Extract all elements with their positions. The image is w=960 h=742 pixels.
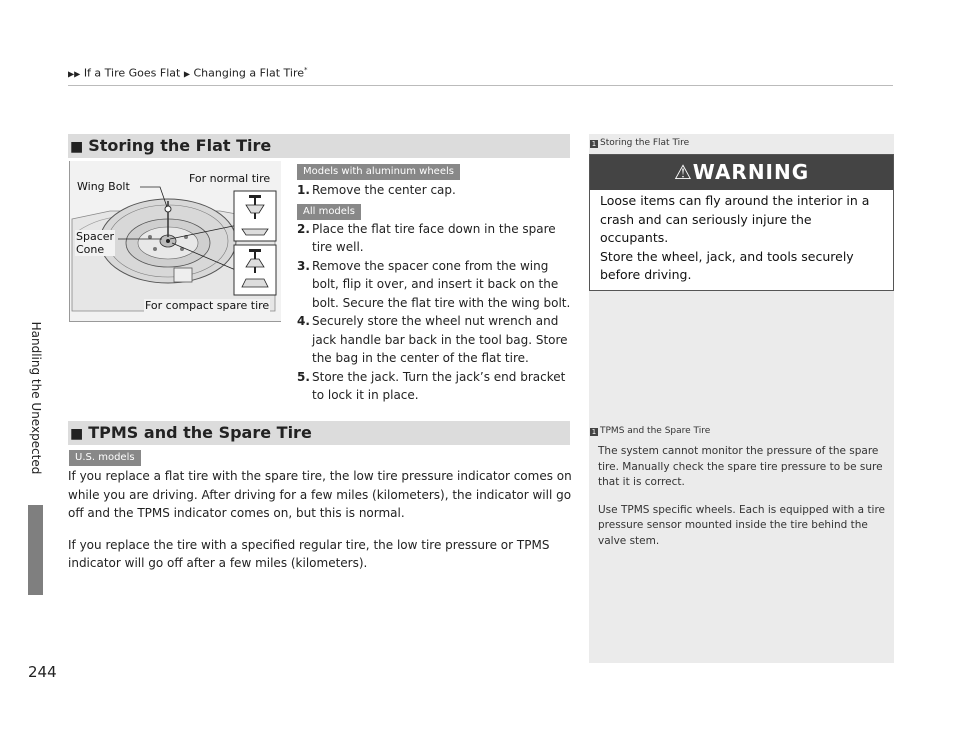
paragraph: If you replace the tire with a specified regular tire, the low tire pressure or TPMS indicator will go off after a few miles (kilometers). [68, 537, 550, 570]
side-tab-label: Handling the Unexpected [29, 321, 43, 475]
model-badge-us: U.S. models [69, 450, 141, 466]
side-tab-marker [28, 505, 43, 595]
step-item: 4. Securely store the wheel nut wrench and jack handle bar back in the tool bag. Store the bag in the center of the flat tire. [297, 314, 568, 365]
page-number: 244 [28, 663, 57, 681]
model-badge-aluminum: Models with aluminum wheels [297, 164, 460, 180]
step-item: 5. Store the jack. Turn the jack’s end bracket to lock it in place. [297, 369, 566, 402]
note-title: 1 TPMS and the Spare Tire [591, 426, 711, 436]
tpms-note [598, 444, 886, 561]
warning-header [590, 155, 893, 190]
section-heading [68, 421, 570, 445]
warning-label: WARNING [692, 160, 810, 184]
arrow-icon: ▶ [183, 69, 190, 79]
model-badge-all: All models [297, 204, 361, 220]
header-rule [68, 85, 893, 86]
breadcrumb-item: If a Tire Goes Flat [83, 66, 181, 80]
tpms-body [68, 467, 573, 586]
step-item: 1. Remove the center cap. [297, 183, 456, 197]
square-bullet-icon: ■ [70, 426, 84, 442]
breadcrumb-item: Changing a Flat Tire [193, 66, 305, 80]
section-title: Storing the Flat Tire [88, 136, 272, 155]
paragraph: If you replace a flat tire with the spare tire, the low tire pressure indicator comes on while you are driving. After driving for a few miles (kilometers), the indicator will go off and the TPMS indicator comes on, but this is normal. [68, 469, 572, 520]
section-title: TPMS and the Spare Tire [88, 423, 312, 442]
note-icon: 1 [591, 140, 597, 148]
step-item: 2. Place the flat tire face down in the spare tire well. [297, 221, 556, 254]
normal-tire-label: For normal tire [189, 172, 271, 185]
note-paragraph: Use TPMS specific wheels. Each is equipped with a tire pressure sensor mounted inside the tire behind the valve stem. [598, 503, 886, 547]
note-icon: 1 [591, 428, 597, 436]
steps-list [297, 181, 572, 405]
warning-box [589, 154, 894, 291]
warning-text: Loose items can fly around the interior in a crash and can seriously injure the occupants. Store the wheel, jack, and tools securely before driving. [600, 193, 870, 282]
spacer-cone-label: Spacer Cone [76, 230, 115, 256]
asterisk: * [304, 66, 308, 74]
square-bullet-icon: ■ [70, 139, 84, 155]
warning-icon: ⚠ [673, 160, 693, 184]
step-item: 3. Remove the spacer cone from the wing bolt, flip it over, and insert it back on the bolt. Secure the flat tire with the wing bolt. [297, 258, 571, 310]
arrow-icon: ▶▶ [68, 69, 81, 79]
wing-bolt-label: Wing Bolt [77, 180, 130, 193]
note-title: 1 Storing the Flat Tire [591, 138, 690, 148]
spare-tire-figure [69, 161, 281, 322]
compact-tire-label: For compact spare tire [145, 299, 270, 312]
section-heading [68, 134, 570, 158]
note-paragraph: The system cannot monitor the pressure of the spare tire. Manually check the spare tire pressure to be sure that it is correct. [598, 445, 883, 488]
breadcrumb [68, 66, 308, 80]
